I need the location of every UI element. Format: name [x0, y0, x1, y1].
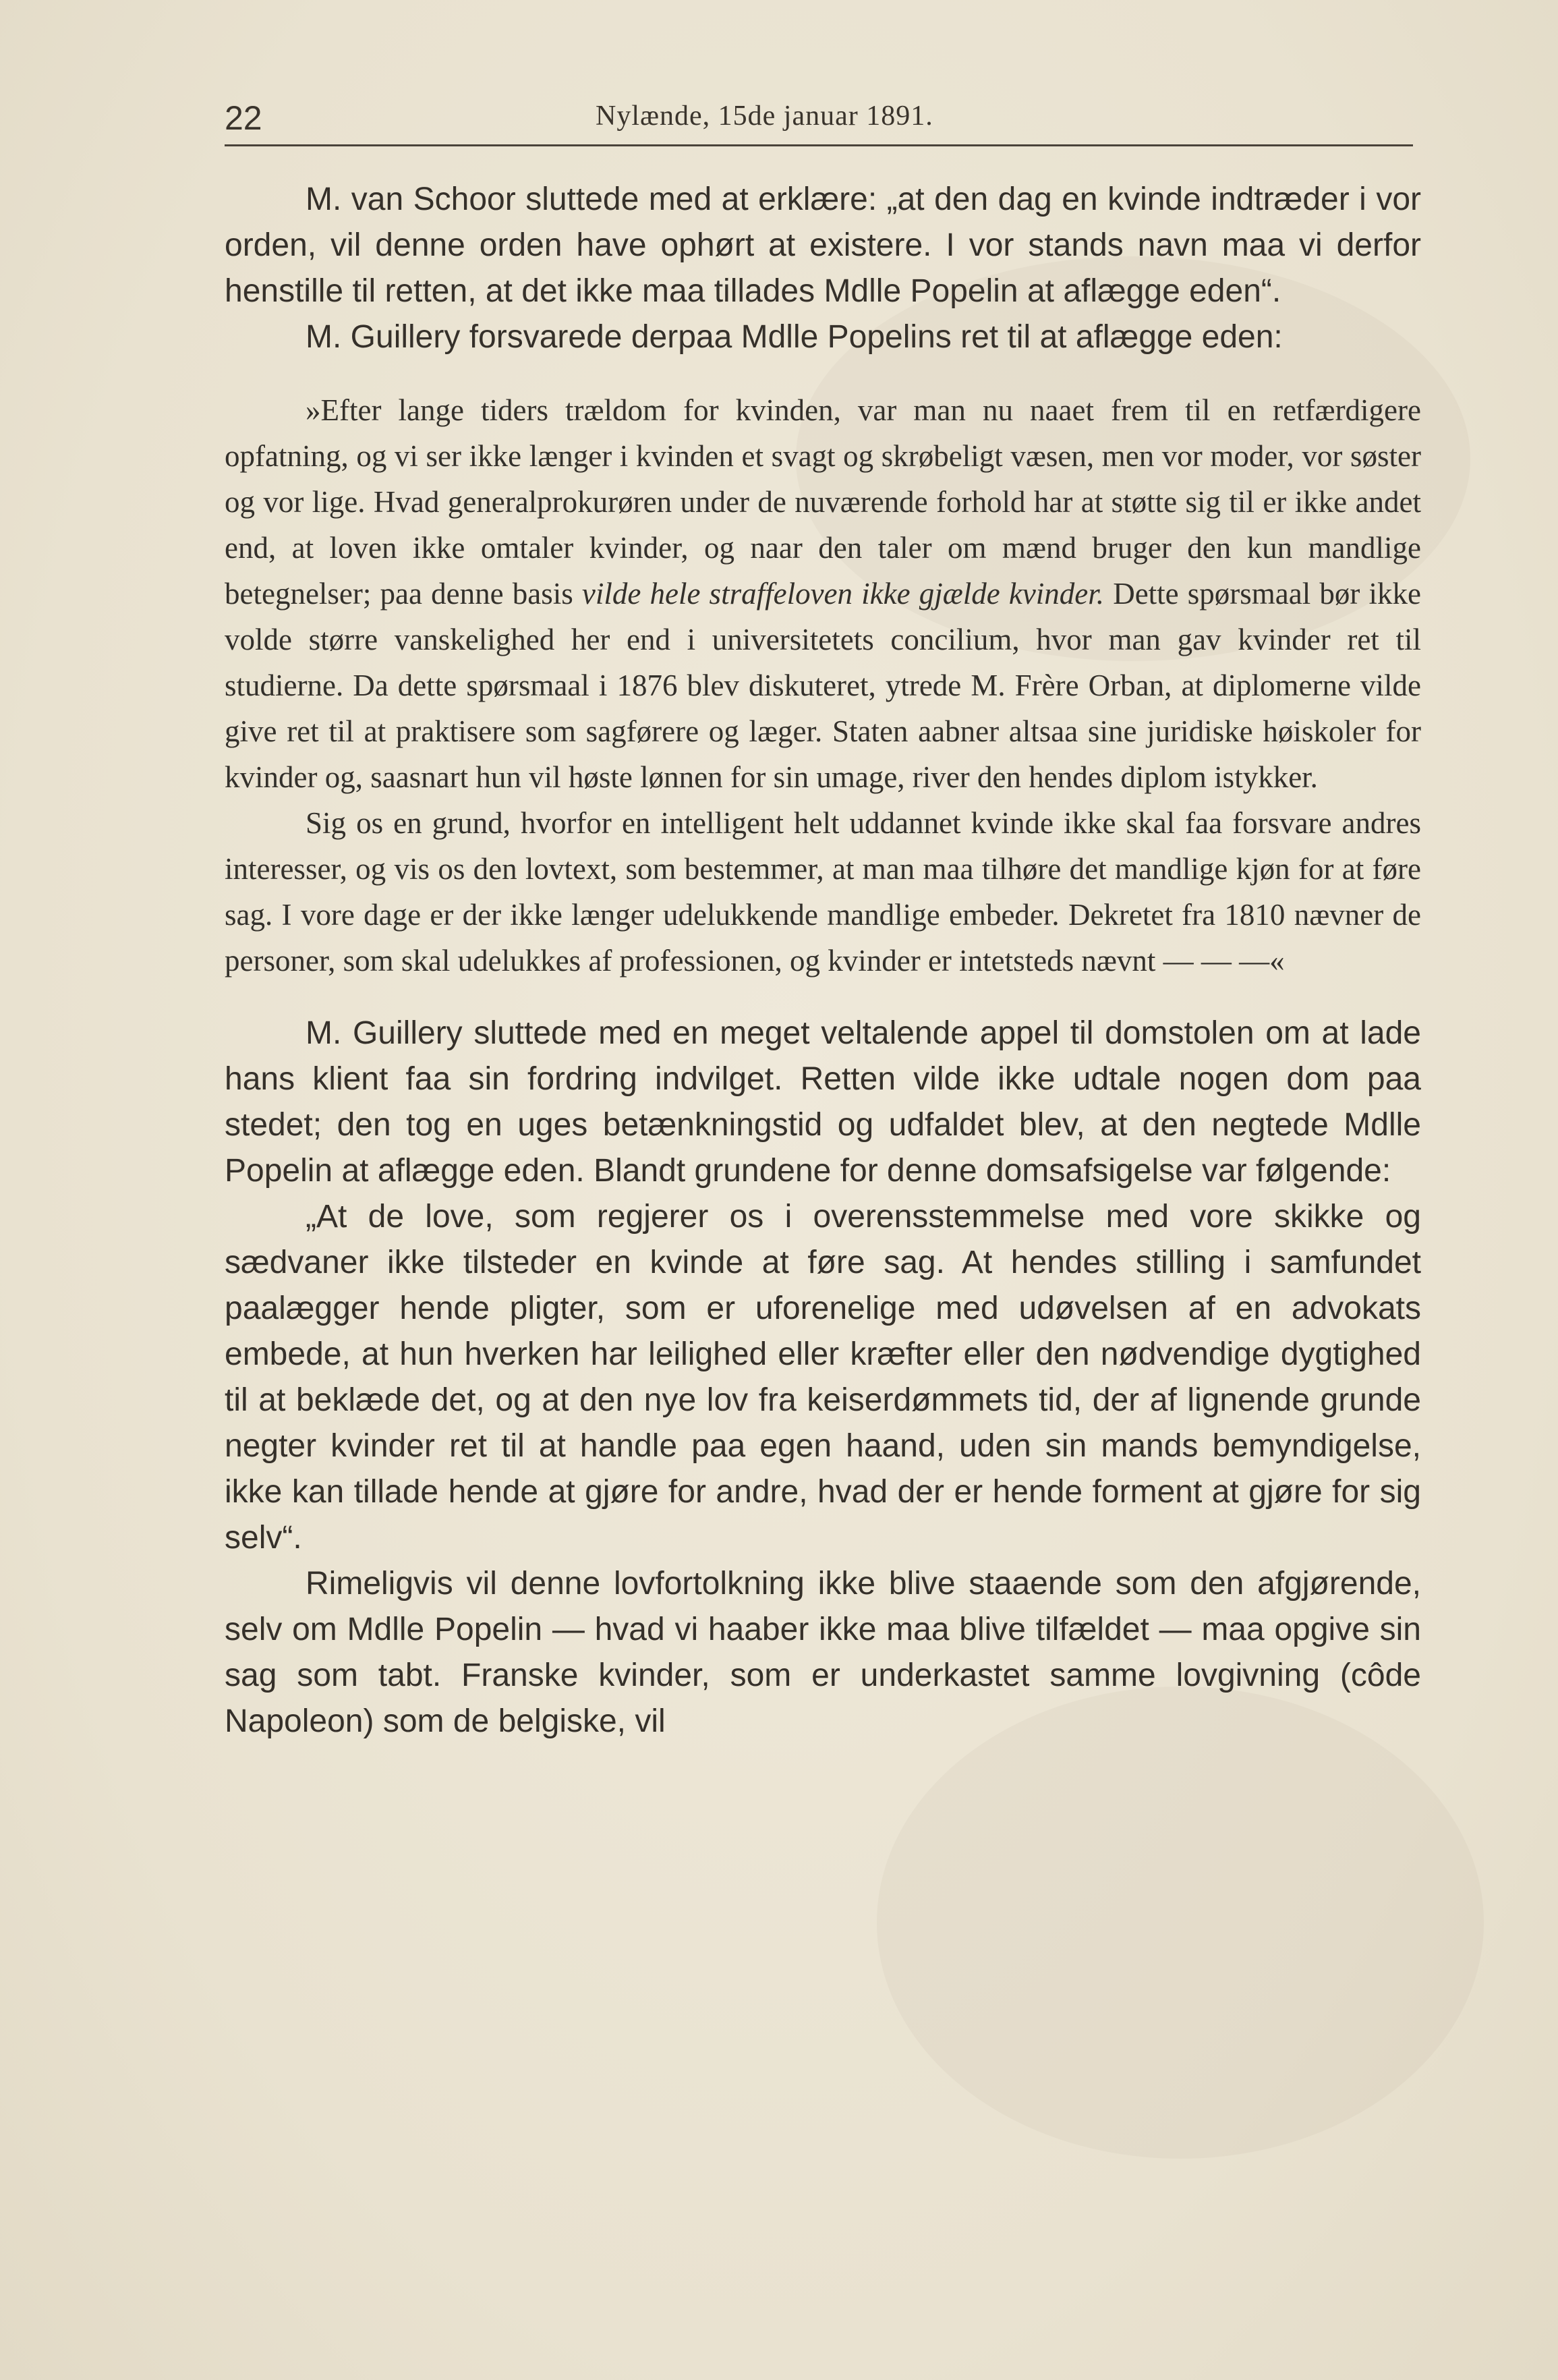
paragraph-ruling-grounds: „At de love, som regjerer os i overensstemmelse med vore skikke og sædvaner ikke tilsteder en kvinde at føre sag. At hendes stilling i samfundet paalægger hende pligter, som er uforenelige med udøvelsen af en advokats embede, at hun hverken har leilighed eller kræfter eller den nødvendige dygtighed til at beklæde det, og at den nye lov fra keiserdømmets tid, der af lignende grunde negter kvinder ret til at handle paa egen haand, uden sin mands bemyndigelse, ikke kan tillade hende at gjøre for andre, hvad der er hende forment at gjøre for sig selv“. [225, 1199, 1421, 1556]
quote-guillery-speech [225, 387, 1421, 800]
quote-text-part-2: Dette spørsmaal bør ikke volde større vanskelighed her end i universitetets concilium, hvor man gav kvinder ret til studierne. Da dette spørsmaal i 1876 blev diskuteret, ytrede M. Frère Orban, at diplomerne vilde give ret til at praktisere som sagførere og læger. Staten aabner altsaa sine juridiske høiskoler for kvinder og, saasnart hun vil høste lønnen for sin umage, river den hendes diplom istykker. [225, 577, 1422, 794]
running-head: Nylænde, 15de januar 1891. [596, 101, 933, 132]
page-number: 22 [225, 99, 262, 137]
quote-emphasis: vilde hele straffeloven ikke gjælde kvinder. [581, 577, 1105, 611]
body-text [225, 177, 1421, 1745]
paper-stain [877, 1687, 1484, 2159]
paragraph-court-ruling: M. Guillery sluttede med en meget veltalende appel til domstolen om at lade hans klient faa sin fordring indvilget. Retten vilde ikke udtale nogen dom paa stedet; den tog en uges betænkningstid og udfaldet blev, at den negtede Mdlle Popelin at aflægge eden. Blandt grundene for denne domsafsigelse var følgende: [225, 1015, 1421, 1189]
page-header [225, 94, 1412, 148]
paragraph-guillery-defense: M. Guillery forsvarede derpaa Mdlle Popelins ret til at aflægge eden: [306, 319, 1283, 355]
paragraph-van-schoor: M. van Schoor sluttede med at erklære: „at den dag en kvinde indtræder i vor orden, vil denne orden have ophørt at existere. I vor stands navn maa vi derfor henstille til retten, at det ikke maa tillades Mdlle Popelin at aflægge eden“. [225, 181, 1421, 309]
quote-guillery-speech-continued: Sig os en grund, hvorfor en intelligent helt uddannet kvinde ikke skal faa forsvare andres interesser, og vis os den lovtext, som bestemmer, at man maa tilhøre det mandlige kjøn for at føre sag. I vore dage er der ikke længer udelukkende mandlige embeder. Dekretet fra 1810 nævner de personer, som skal udelukkes af professionen, og kvinder er intetsteds nævnt — — —« [225, 806, 1421, 978]
paragraph-commentary: Rimeligvis vil denne lovfortolkning ikke blive staaende som den afgjørende, selv om Mdlle Popelin — hvad vi haaber ikke maa blive tilfældet — maa opgive sin sag som tabt. Franske kvinder, som er underkastet samme lovgivning (côde Napoleon) som de belgiske, vil [225, 1566, 1421, 1739]
quote-text-part-1: »Efter lange tiders trældom for kvinden, var man nu naaet frem til en retfærdigere opfatning, og vi ser ikke længer i kvinden et svagt og skrøbeligt væsen, men vor moder, vor søster og vor lige. Hvad generalprokurøren under de nuværende forhold har at støtte sig til er ikke andet end, at loven ikke omtaler kvinder, og naar den taler om mænd bruger den kun mandlige betegnelser; paa denne basis [225, 393, 1421, 611]
header-rule [225, 144, 1413, 146]
